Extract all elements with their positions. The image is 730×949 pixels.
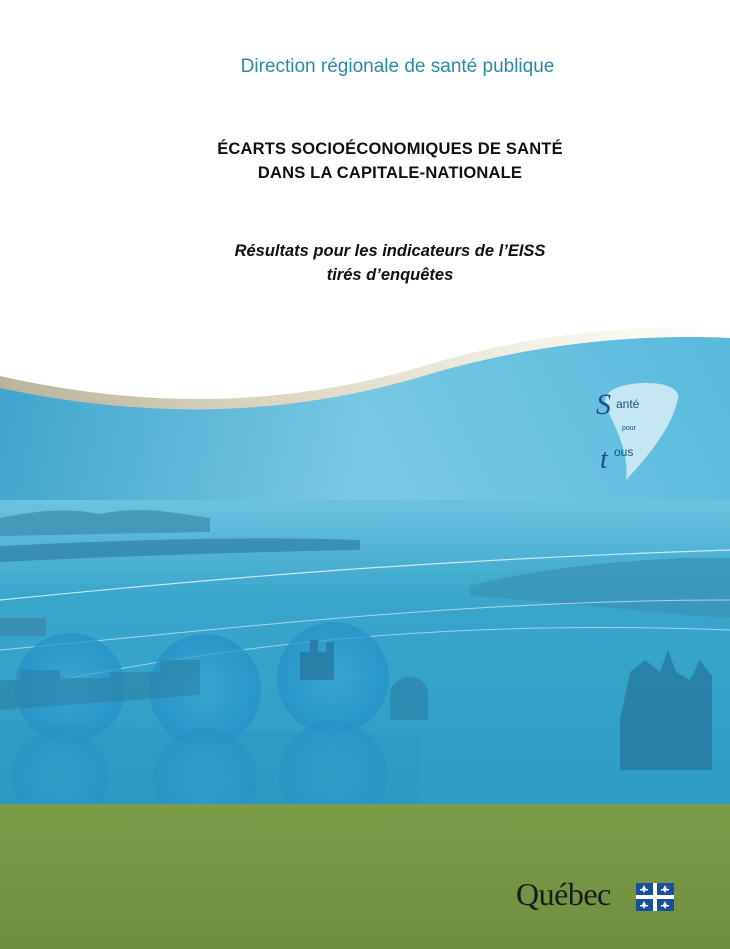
document-title — [0, 137, 730, 185]
badge-word-tous: ous — [614, 445, 634, 459]
title-line-2: DANS LA CAPITALE-NATIONALE — [257, 164, 523, 182]
subtitle-line-1: Résultats pour les indicateurs de l’EISS — [234, 242, 546, 260]
quebec-wordmark: Québec — [516, 876, 611, 912]
badge-word-pour: pour — [622, 425, 637, 432]
agency-name: Direction régionale de santé publique — [240, 56, 555, 77]
fleur-de-lis-flag-icon — [636, 883, 674, 911]
quebec-logo — [516, 876, 686, 916]
cover-landscape-image — [0, 300, 730, 810]
subtitle-line-2: tirés d’enquêtes — [326, 266, 454, 284]
badge-letter-s: S — [596, 388, 611, 421]
sante-pour-tous-logo — [592, 380, 680, 484]
badge-letter-t: t — [600, 444, 608, 475]
document-subtitle — [0, 239, 730, 287]
title-line-1: ÉCARTS SOCIOÉCONOMIQUES DE SANTÉ — [217, 140, 563, 158]
badge-word-sante: anté — [616, 397, 640, 411]
